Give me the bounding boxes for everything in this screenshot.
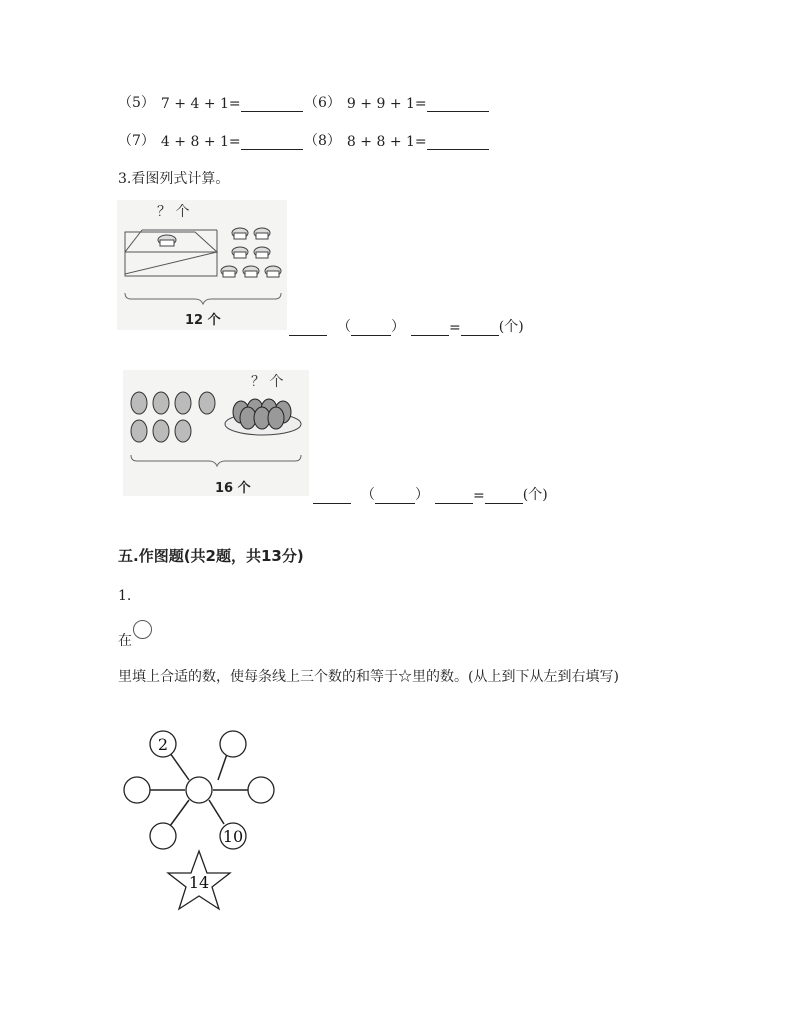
line-diagonal-2 <box>218 754 227 780</box>
problem-row-1 <box>118 92 489 112</box>
question-prefix-line <box>118 620 152 650</box>
answer-blank[interactable] <box>241 95 303 112</box>
brace <box>125 293 281 304</box>
circle-bottom-right-value: 10 <box>222 827 244 846</box>
figure-question-label: ？ 个 <box>157 204 190 220</box>
circle-center[interactable] <box>186 777 212 803</box>
blank-operator[interactable] <box>351 321 391 336</box>
cake-icon <box>158 235 176 246</box>
strawberries-plate <box>233 399 291 429</box>
open-paren: （ <box>361 487 375 503</box>
blank-first[interactable] <box>289 321 327 336</box>
problem-expression: 7 + 4 + 1= <box>160 96 241 112</box>
question-number: 1. <box>118 588 132 604</box>
problem-number: （8） <box>304 133 341 149</box>
question-prefix: 在 <box>118 633 132 649</box>
circle-left[interactable] <box>124 777 150 803</box>
number-diagram <box>117 725 279 913</box>
blank-operator[interactable] <box>375 489 415 504</box>
circle-right[interactable] <box>248 777 274 803</box>
circle-bottom-left[interactable] <box>150 823 176 849</box>
line-diagonal-1 <box>170 753 189 780</box>
fill-equation-1 <box>289 316 524 336</box>
close-paren: ） <box>391 319 405 335</box>
problem-6 <box>304 92 489 112</box>
fill-equation-2 <box>313 484 548 504</box>
unit-label: (个) <box>498 319 524 335</box>
equals-sign: = <box>449 320 461 336</box>
blank-result[interactable] <box>485 489 523 504</box>
open-paren: （ <box>337 319 351 335</box>
problem-row-2 <box>118 130 489 150</box>
problem-5 <box>118 92 304 112</box>
blank-second[interactable] <box>435 489 473 504</box>
figure-question-label: ？ 个 <box>251 374 284 390</box>
line-diagonal-3 <box>170 800 189 826</box>
problem-number: （5） <box>118 95 155 111</box>
problem-8 <box>304 130 489 150</box>
problem-number: （7） <box>118 133 155 149</box>
unit-label: (个) <box>522 487 548 503</box>
problem-number: （6） <box>304 95 341 111</box>
close-paren: ） <box>415 487 429 503</box>
problem-expression: 8 + 8 + 1= <box>346 134 427 150</box>
cakes-group <box>221 228 281 277</box>
answer-blank[interactable] <box>427 95 489 112</box>
figure-cakes <box>117 200 287 330</box>
brace <box>131 455 301 466</box>
figure-total-label: 12 个 <box>185 313 221 328</box>
question-instruction: 里填上合适的数，使每条线上三个数的和等于☆里的数。(从上到下从左到右填写) <box>118 669 619 685</box>
circle-top-left-value: 2 <box>157 735 169 754</box>
strawberries-illustration <box>123 370 309 496</box>
star-value: 14 <box>188 873 210 892</box>
answer-blank[interactable] <box>427 133 489 150</box>
section-3-title: 3.看图列式计算。 <box>118 171 230 187</box>
problem-expression: 9 + 9 + 1= <box>346 96 427 112</box>
answer-blank[interactable] <box>241 133 303 150</box>
blank-result[interactable] <box>461 321 499 336</box>
figure-total-label: 16 个 <box>215 481 251 496</box>
blank-first[interactable] <box>313 489 351 504</box>
cakes-illustration <box>117 200 287 330</box>
equals-sign: = <box>473 488 485 504</box>
circle-icon <box>133 620 152 639</box>
problem-7 <box>118 130 304 150</box>
figure-strawberries <box>123 370 309 496</box>
circle-top-right[interactable] <box>220 731 246 757</box>
problem-expression: 4 + 8 + 1= <box>160 134 241 150</box>
strawberries-left <box>131 392 215 442</box>
diagram-svg <box>117 725 279 913</box>
blank-second[interactable] <box>411 321 449 336</box>
section-5-title: 五.作图题(共2题，共13分) <box>118 547 304 565</box>
line-diagonal-4 <box>209 800 224 824</box>
